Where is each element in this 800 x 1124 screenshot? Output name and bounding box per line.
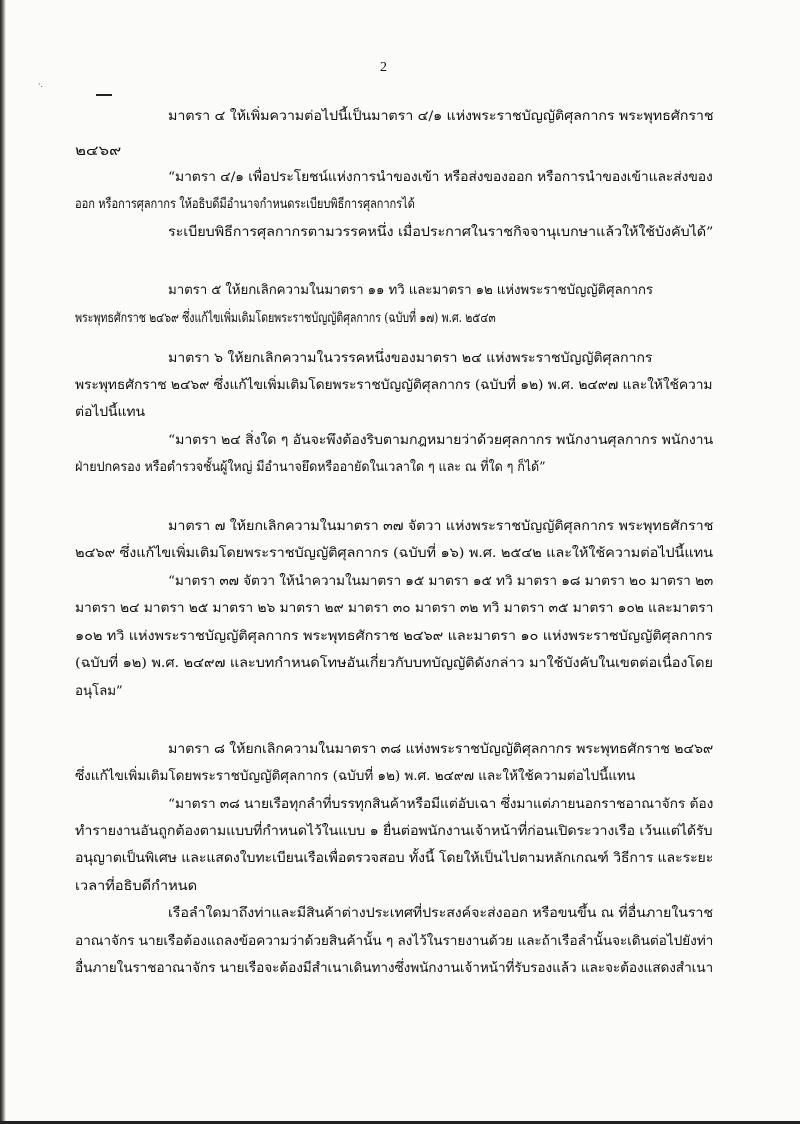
text-line-s8q-l3: อนุญาตเป็นพิเศษ และแสดงใบทะเบียนเรือเพื่อตรวจสอบ ทั้งนี้ โดยให้เป็นไปตามหลักเกณฑ์ วิธีการ และระยะ xyxy=(75,851,714,866)
text-line-s8-l2: ซึ่งแก้ไขเพิ่มเติมโดยพระราชบัญญัติศุลกากร (ฉบับที่ ๑๒) พ.ศ. ๒๔๙๗ และให้ใช้ความต่อไปนี้แทน xyxy=(75,769,636,784)
text-line-s4q-l3: ระเบียบพิธีการศุลกากรตามวรรคหนึ่ง เมื่อประกาศในราชกิจจานุเบกษาแล้วให้ใช้บังคับได้” xyxy=(168,225,714,240)
text-line-s8q-l1: “มาตรา ๓๘ นายเรือทุกลำที่บรรทุกสินค้าหรือมีแต่อับเฉา ซึ่งมาแต่ภายนอกราชอาณาจักร ต้อง xyxy=(168,797,714,812)
text-line-s8q-l4: เวลาที่อธิบดีกำหนด xyxy=(75,879,198,894)
text-line-s6-l2: พระพุทธศักราช ๒๔๖๙ ซึ่งแก้ไขเพิ่มเติมโดยพระราชบัญญัติศุลกากร (ฉบับที่ ๑๒) พ.ศ. ๒๔๙๗ และให้ใช้ความ xyxy=(75,378,713,393)
scan-left-edge xyxy=(0,0,6,1124)
text-line-s7q-l3: ๑๐๒ ทวิ แห่งพระราชบัญญัติศุลกากร พระพุทธศักราช ๒๔๖๙ และมาตรา ๑๐ แห่งพระราชบัญญัติศุลกากร xyxy=(75,629,713,644)
text-line-s8q-l2: ทำรายงานอันถูกต้องตามแบบที่กำหนดไว้ในแบบ ๑ ยื่นต่อพนักงานเจ้าหน้าที่ก่อนเปิดระวางเรือ เว้นแต่ได้รับ xyxy=(75,824,713,839)
text-line-s6q-l1: “มาตรา ๒๔ สิ่งใด ๆ อันจะพึงต้องริบตามกฎหมายว่าด้วยศุลกากร พนักงานศุลกากร พนักงาน xyxy=(168,433,714,448)
text-line-s8-l1: มาตรา ๘ ให้ยกเลิกความในมาตรา ๓๘ แห่งพระราชบัญญัติศุลกากร พระพุทธศักราช ๒๔๖๙ xyxy=(168,742,714,757)
text-line-s4q-l1: “มาตรา ๔/๑ เพื่อประโยชน์แห่งการนำของเข้า หรือส่งของออก หรือการนำของเข้าและส่งของ xyxy=(168,170,713,185)
text-line-s6-l1: มาตรา ๖ ให้ยกเลิกความในวรรคหนึ่งของมาตรา ๒๔ แห่งพระราชบัญญัติศุลกากร xyxy=(168,351,653,366)
text-line-s7-l2: ๒๔๖๙ ซึ่งแก้ไขเพิ่มเติมโดยพระราชบัญญัติศุลกากร (ฉบับที่ ๑๖) พ.ศ. ๒๕๔๒ และให้ใช้ความต่อไปนี้แทน xyxy=(75,546,713,561)
text-line-s8q-l6: อาณาจักร นายเรือต้องแถลงข้อความว่าด้วยสินค้านั้น ๆ ลงไว้ในรายงานด้วย และถ้าเรือลำนั้นจะเดินต่อไปยังท่า xyxy=(75,934,714,949)
text-line-s5-l2: พระพุทธศักราช ๒๔๖๙ ซึ่งแก้ไขเพิ่มเติมโดยพระราชบัญญัติศุลกากร (ฉบับที่ ๑๗) พ.ศ. ๒๕๔๓ xyxy=(75,311,496,326)
text-line-s4q-l2: ออก หรือการศุลกากร ให้อธิบดีมีอำนาจกำหนดระเบียบพิธีการศุลกากรได้ xyxy=(75,197,415,212)
text-line-s4-l2: ๒๔๖๙ xyxy=(75,144,122,159)
text-line-s8q-l7: อื่นภายในราชอาณาจักร นายเรือจะต้องมีสำเนาเดินทางซึ่งพนักงานเจ้าหน้าที่รับรองแล้ว และจะต้องแสดงสำเนา xyxy=(75,961,714,976)
text-line-s8q-l5: เรือลำใดมาถึงท่าและมีสินค้าต่างประเทศที่ประสงค์จะส่งออก หรือขนขึ้น ณ ที่อื่นภายในราช xyxy=(168,906,713,921)
text-line-s7q-l1: “มาตรา ๓๗ จัตวา ให้นำความในมาตรา ๑๕ มาตรา ๑๕ ทวิ มาตรา ๑๘ มาตรา ๒๐ มาตรา ๒๓ xyxy=(168,574,714,589)
page-number: 2 xyxy=(380,60,387,75)
text-line-s7-l1: มาตรา ๗ ให้ยกเลิกความในมาตรา ๓๗ จัตวา แห่งพระราชบัญญัติศุลกากร พระพุทธศักราช xyxy=(168,519,714,534)
text-line-s7q-l5: อนุโลม” xyxy=(75,684,123,699)
text-line-s7q-l2: มาตรา ๒๔ มาตรา ๒๕ มาตรา ๒๖ มาตรา ๒๙ มาตรา ๓๐ มาตรา ๓๒ ทวิ มาตรา ๓๕ มาตรา ๑๐๒ และมาตรา xyxy=(75,601,714,616)
text-line-s4-l1: มาตรา ๔ ให้เพิ่มความต่อไปนี้เป็นมาตรา ๔/๑ แห่งพระราชบัญญัติศุลกากร พระพุทธศักราช xyxy=(168,109,714,124)
text-line-s6-l3: ต่อไปนี้แทน xyxy=(75,405,145,420)
text-line-s5-l1: มาตรา ๕ ให้ยกเลิกความในมาตรา ๑๑ ทวิ และมาตรา ๑๒ แห่งพระราชบัญญัติศุลกากร xyxy=(168,283,653,298)
text-line-s7q-l4: (ฉบับที่ ๑๒) พ.ศ. ๒๔๙๗ และบทกำหนดโทษอันเกี่ยวกับบทบัญญัติดังกล่าว มาใช้บังคับในเขตต่อเนื่องโดย xyxy=(75,656,713,671)
text-line-s6q-l2: ฝ่ายปกครอง หรือตำรวจชั้นผู้ใหญ่ มีอำนาจยึดหรืออายัดในเวลาใด ๆ และ ณ ที่ใด ๆ ก็ได้” xyxy=(75,460,546,475)
margin-mark xyxy=(96,94,112,96)
scan-speck: ·. xyxy=(38,80,44,89)
